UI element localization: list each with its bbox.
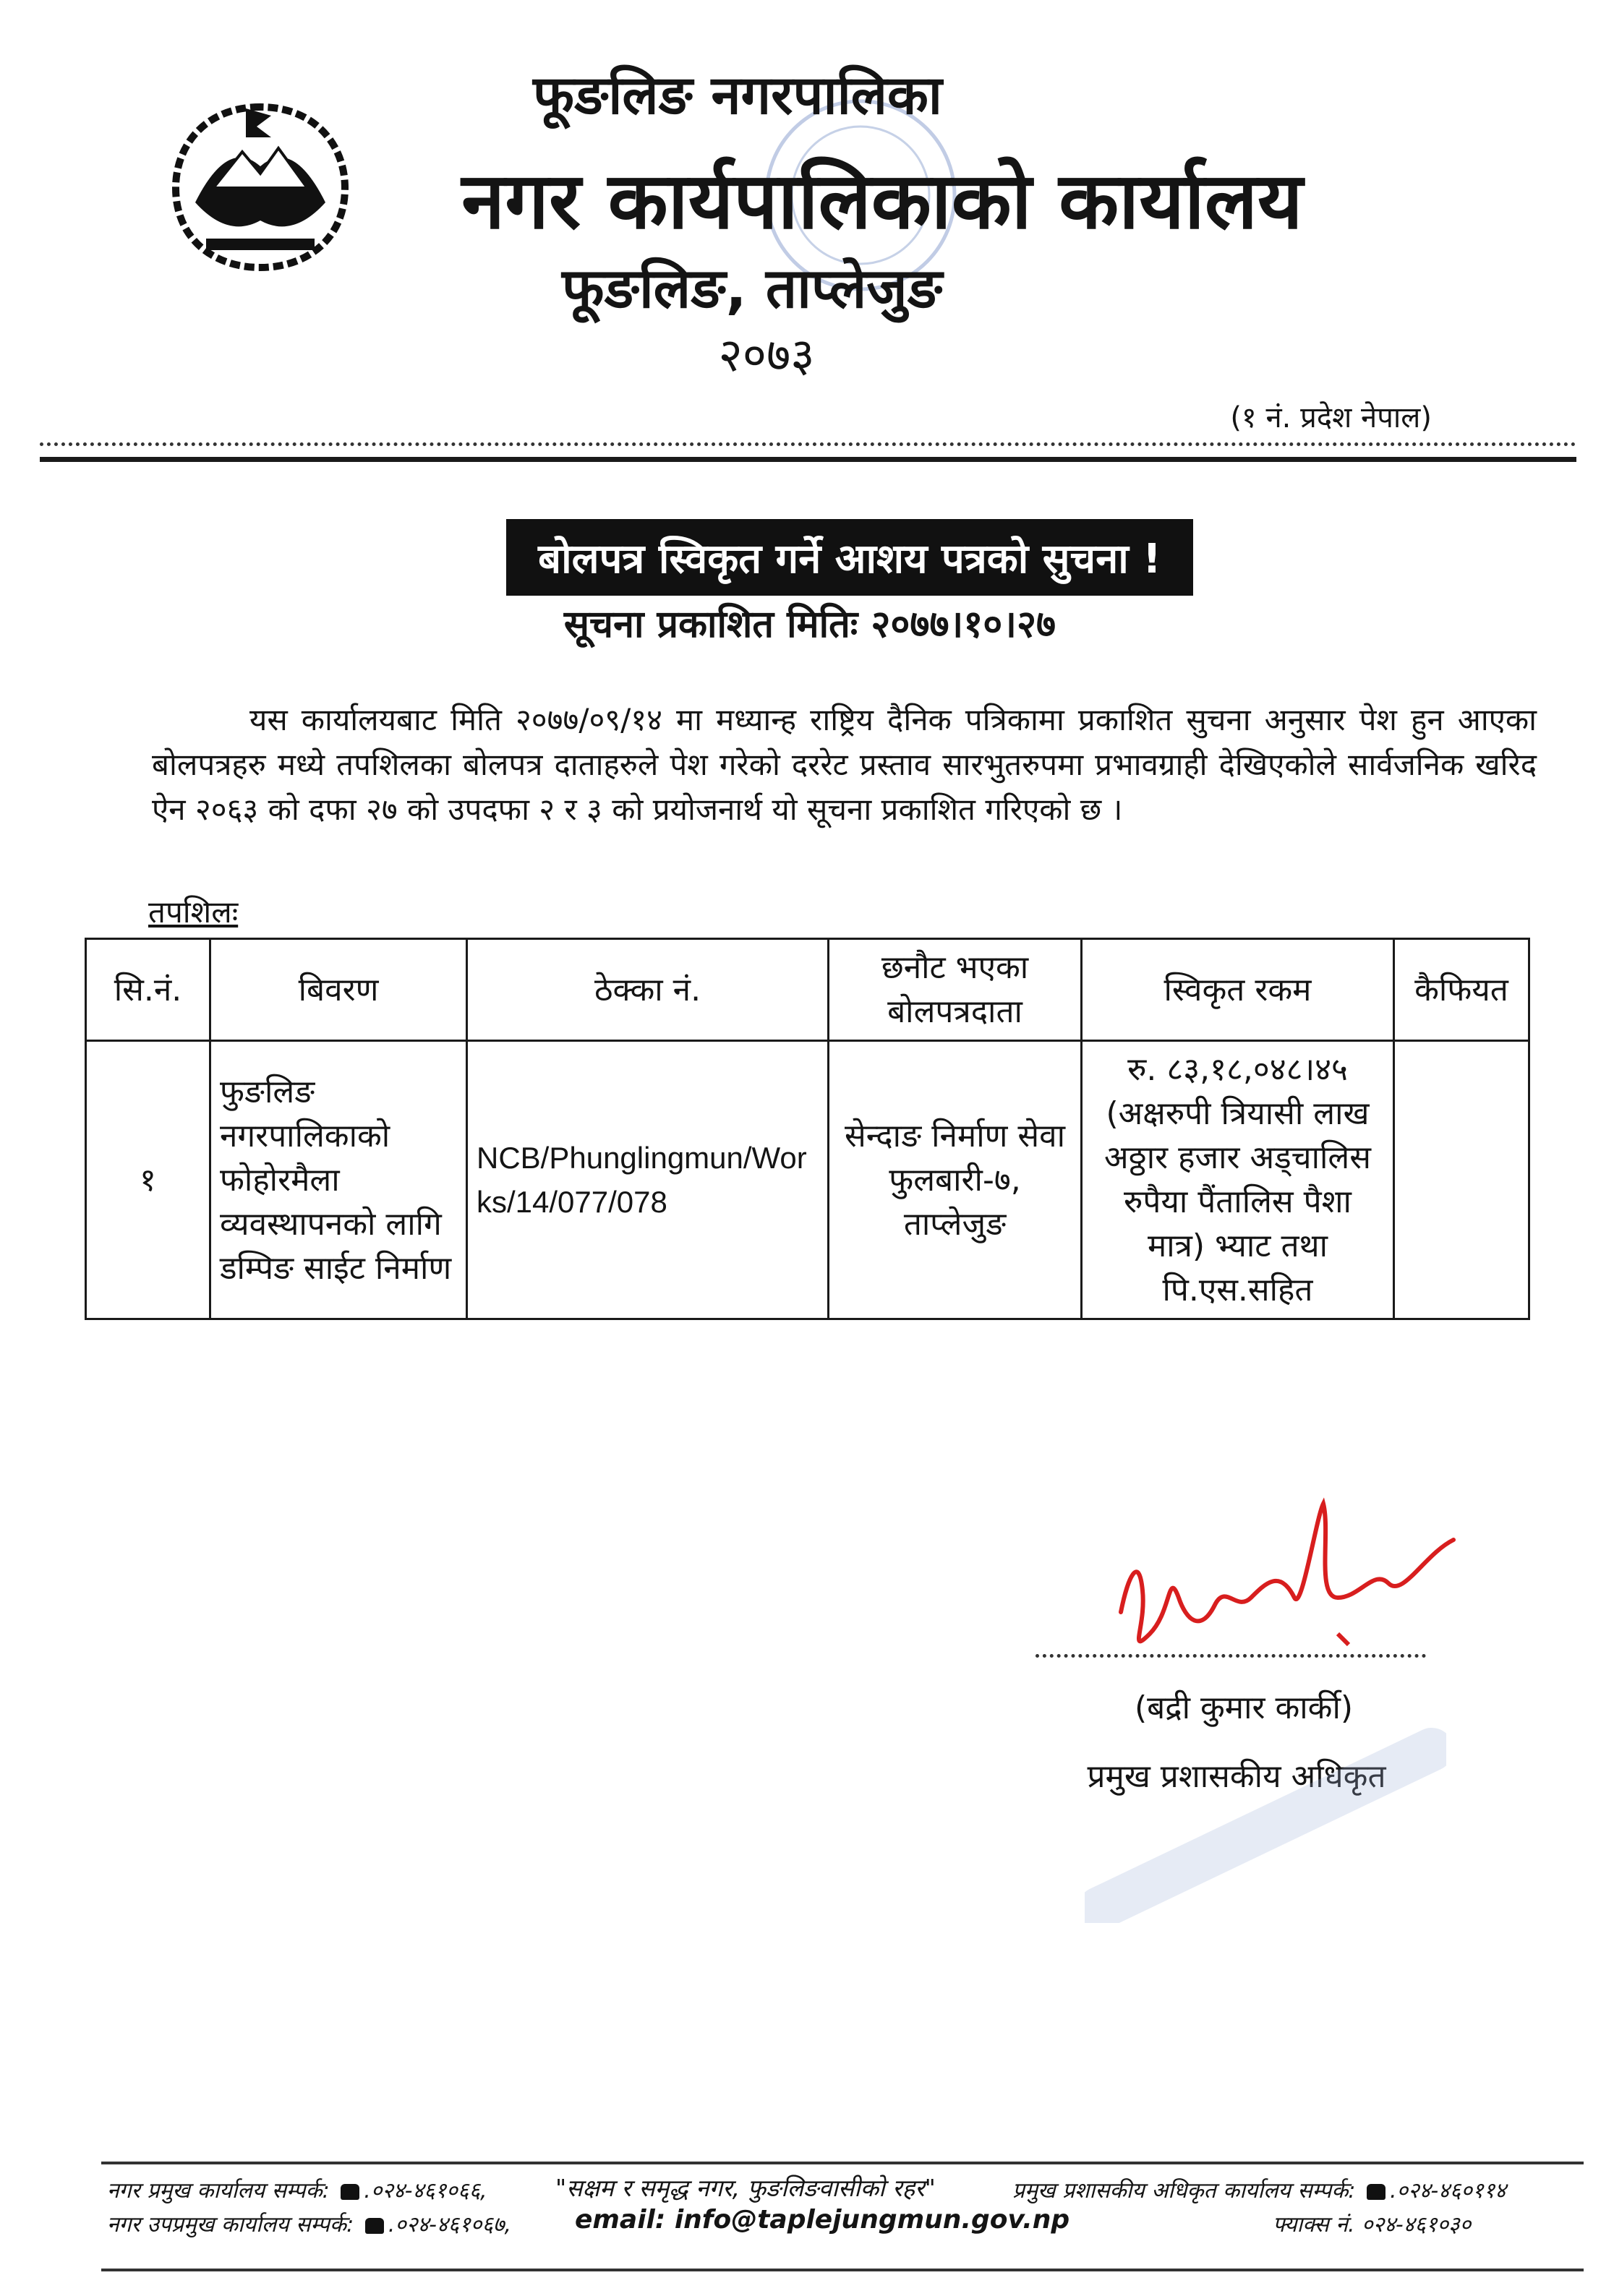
contact-email: email: info@taplejungmun.gov.np [575, 2205, 1070, 2235]
signatory-name: (बद्री कुमार कार्की) [1134, 1689, 1354, 1726]
fax-number: फ्याक्स नं. ०२४-४६१०३० [1273, 2212, 1472, 2237]
phone-icon [365, 2218, 384, 2234]
bid-table [85, 938, 1530, 1320]
cell-contract-no: NCB/Phunglingmun/Works/14/077/078 [467, 1041, 829, 1319]
cell-serial: १ [86, 1041, 210, 1319]
signatory-title: प्रमुख प्रशासकीय अधिकृत [1087, 1758, 1386, 1795]
municipality-slogan: "सक्षम र समृद्ध नगर, फुङलिङवासीको रहर" [555, 2174, 936, 2202]
mayor-contact-label: नगर प्रमुख कार्यालय सम्पर्क: [107, 2178, 330, 2203]
cell-description: फुङलिङ नगरपालिकाको फोहोरमैला व्यवस्थापनको लागि डम्पिङ साईट निर्माण [210, 1041, 467, 1319]
header-description: बिवरण [210, 939, 467, 1041]
cell-amount: रु. ८३,१८,०४८।४५ (अक्षरुपी त्रियासी लाख अठ्ठार हजार अड्चालिस रुपैया पैंतालिस पैशा मात्र) भ्याट तथा पि.एस.सहित [1082, 1041, 1394, 1319]
officer-stamp-icon [1085, 1706, 1446, 1923]
municipality-name: फूङलिङ नगरपालिका [533, 64, 942, 127]
mayor-contact [107, 2175, 487, 2204]
header-amount: स्विकृत रकम [1082, 939, 1394, 1041]
cao-contact [1012, 2175, 1506, 2204]
notice-published-date: सूचना प्रकाशित मितिः २०७७।१०।२७ [563, 603, 1056, 646]
notice-body: यस कार्यालयबाट मिति २०७७/०९/१४ मा मध्यान्ह राष्ट्रिय दैनिक पत्रिकामा प्रकाशित सुचना अनुसार पेश हुन आएका बोलपत्रहरु मध्ये तपशिलका बोलपत्र दाताहरुले पेश गरेको दररेट प्रस्ताव सारभुतरुपमा प्रभावग्राही देखिएकोले सार्वजनिक खरिद ऐन २०६३ को दफा २७ को उपदफा २ र ३ को प्रयोजनार्थ यो सूचना प्रकाशित गरिएको छ । [152, 702, 1537, 827]
table-row [86, 1041, 1529, 1319]
office-location: फूङलिङ, ताप्लेजुङ [561, 256, 943, 320]
cao-phone: .०२४-४६०११४ [1390, 2178, 1506, 2203]
office-name: नगर कार्यपालिकाको कार्यालय [461, 156, 1303, 247]
established-year: २०७३ [718, 329, 815, 382]
header-serial: सि.नं. [86, 939, 210, 1041]
mayor-phone: .०२४-४६१०६६, [364, 2178, 487, 2203]
cell-remarks [1394, 1041, 1529, 1319]
header-solid-rule [40, 457, 1576, 462]
cao-contact-label: प्रमुख प्रशासकीय अधिकृत कार्यालय सम्पर्क: [1012, 2178, 1356, 2203]
deputy-contact [107, 2209, 511, 2238]
cell-bidder: सेन्दाङ निर्माण सेवा फुलबारी-७, ताप्लेजुङ [829, 1041, 1082, 1319]
deputy-phone: .०२४-४६१०६७, [388, 2212, 512, 2237]
signature-icon [1099, 1489, 1461, 1670]
notice-title: बोलपत्र स्विकृत गर्ने आशय पत्रको सुचना ! [506, 519, 1193, 596]
signature-line [1036, 1654, 1426, 1658]
phone-icon [1367, 2184, 1385, 2200]
nepal-emblem-icon [163, 94, 358, 275]
province-label: (१ नं. प्रदेश नेपाल) [1230, 401, 1432, 434]
deputy-contact-label: नगर उपप्रमुख कार्यालय सम्पर्क: [107, 2212, 354, 2237]
phone-icon [341, 2184, 359, 2200]
header-bidder: छनौट भएका बोलपत्रदाता [829, 939, 1082, 1041]
footer-top-rule [101, 2162, 1584, 2164]
header-remarks: कैफियत [1394, 939, 1529, 1041]
details-label: तपशिलः [148, 894, 239, 930]
header-contract-no: ठेक्का नं. [467, 939, 829, 1041]
table-header-row [86, 939, 1529, 1041]
footer-bottom-rule [101, 2269, 1584, 2271]
header-dotted-rule [40, 442, 1576, 446]
